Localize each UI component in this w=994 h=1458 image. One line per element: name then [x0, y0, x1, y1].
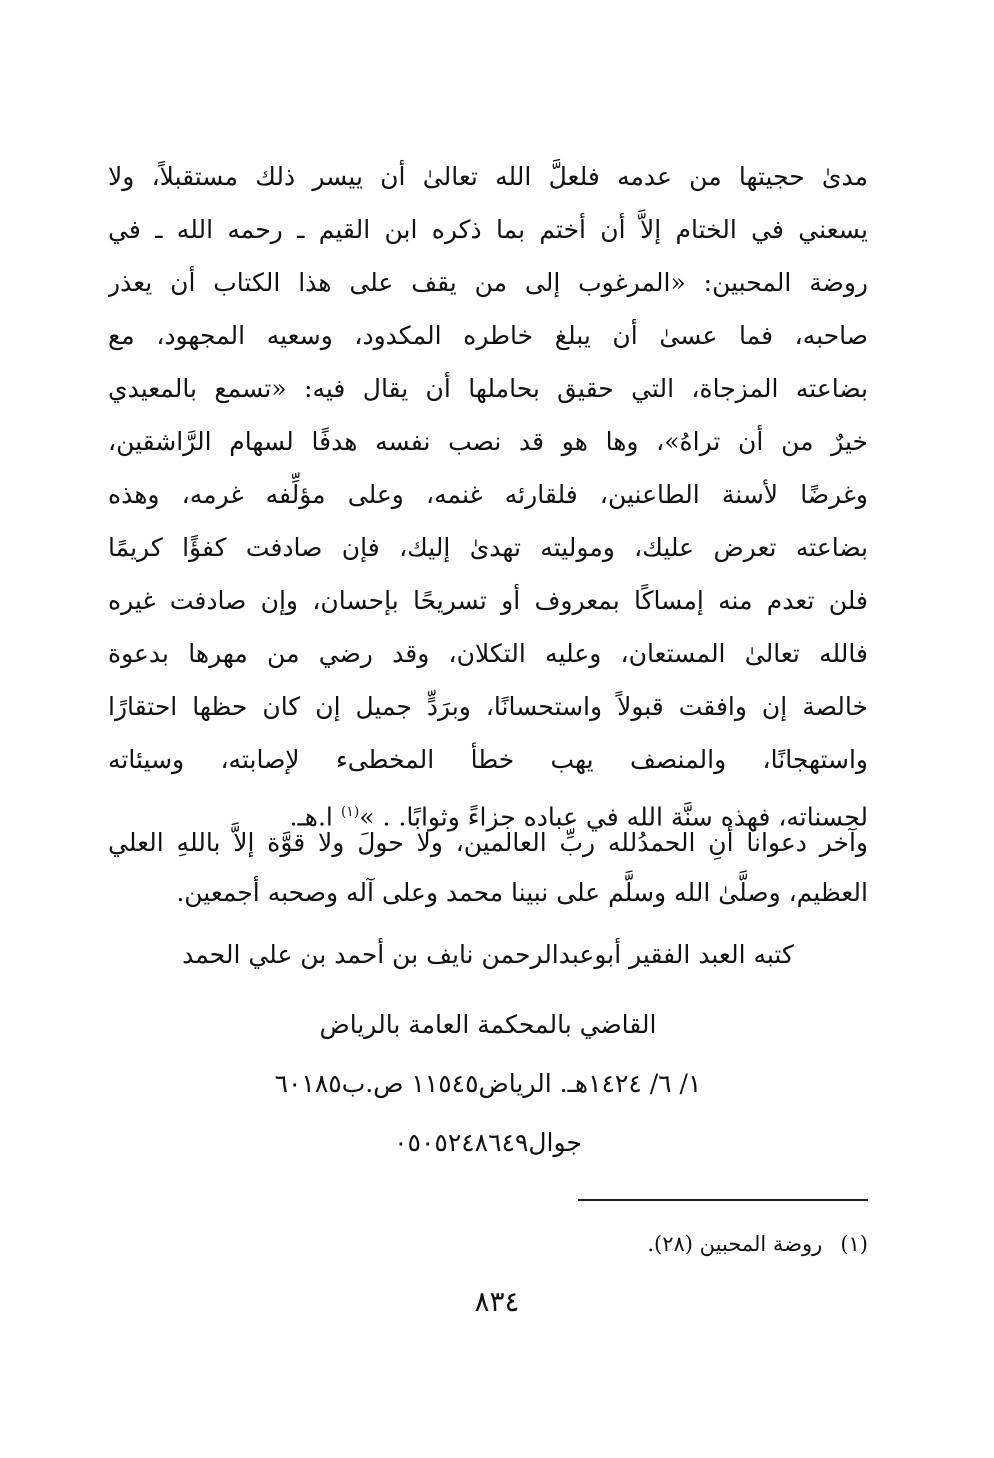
closing-line: العظيم، وصلَّىٰ الله وسلَّم على نبينا محمد وعلى آله وصحبه أجمعين.	[176, 878, 868, 907]
last-line-suffix: ا.هـ.	[289, 802, 341, 832]
paragraph-line: صاحبه، فما عسىٰ أن يبلغ خاطره المكدود، وسعيه المجهود، مع	[108, 321, 868, 350]
main-paragraph	[108, 150, 868, 839]
paragraph-line: بضاعته المزجاة، التي حقيق بحاملها أن يقال فيه: «تسمع بالمعيدي	[108, 374, 868, 403]
last-line-text: لحسناته، فهذه سنَّة الله في عباده جزاءً وثوابًا. . »	[359, 802, 868, 832]
paragraph-line: وغرضًا لأسنة الطاعنين، فلقارئه غنمه، وعلى مؤلِّفه غرمه، وهذه	[108, 480, 868, 509]
footnote-text: روضة المحبين (٢٨).	[647, 1232, 823, 1256]
paragraph-line: واستهجانًا، والمنصف يهب خطأ المخطىء لإصابته، وسيئاته	[108, 745, 868, 774]
closing-line: وآخر دعوانا أنِ الحمدُلله ربِّ العالمين، ولا حولَ ولا قوَّة إلاَّ باللهِ العلي	[108, 828, 868, 857]
closing-paragraph	[108, 818, 868, 918]
signature-author: كتبه العبد الفقير أبوعبدالرحمن نايف بن أحمد بن علي الحمد	[182, 940, 794, 969]
paragraph-line: مدىٰ حجيتها من عدمه فلعلَّ الله تعالىٰ أن ييسر ذلك مستقبلاً، ولا	[108, 162, 868, 191]
paragraph-line: خيرٌ من أن تراهُ»، وها هو قد نصب نفسه هدفًا لسهام الرَّاشقين،	[108, 427, 868, 456]
paragraph-line: بضاعته تعرض عليك، ومولیته تهدىٰ إليك، فإن صادفت كفؤًا كريمًا	[108, 533, 868, 562]
footnote-divider	[578, 1199, 868, 1201]
footnote	[500, 1228, 868, 1260]
signature-title: القاضي بالمحكمة العامة بالرياض	[319, 1010, 657, 1039]
footnote-marker[interactable]: (١)	[340, 804, 360, 820]
paragraph-line: فلن تعدم منه إمساكًا بمعروف أو تسريحًا بإحسان، وإن صادفت غيره	[108, 586, 868, 615]
paragraph-line: روضة المحبين: «المرغوب إلى من يقف على هذا الكتاب أن يعذر	[108, 268, 868, 297]
footnote-number: (١)	[840, 1232, 868, 1256]
paragraph-line: فالله تعالىٰ المستعان، وعليه التكلان، وقد رضي من مهرها بدعوة	[108, 639, 868, 668]
paragraph-line: خالصة إن وافقت قبولاً واستحسانًا، وبرَدٍّ جميل إن كان حظها احتقارًا	[108, 692, 868, 721]
signature-address: ١/ ٦/ ١٤٢٤هـ. الرياض١١٥٤٥ ص.ب٦٠١٨٥	[274, 1069, 702, 1098]
paragraph-line: يسعني في الختام إلاَّ أن أختم بما ذكره ابن القيم ـ رحمه الله ـ في	[108, 215, 868, 244]
page-number: ٨٣٤	[474, 1285, 520, 1318]
signature-mobile: جوال٠٥٠٥٢٤٨٦٤٩	[394, 1128, 582, 1157]
